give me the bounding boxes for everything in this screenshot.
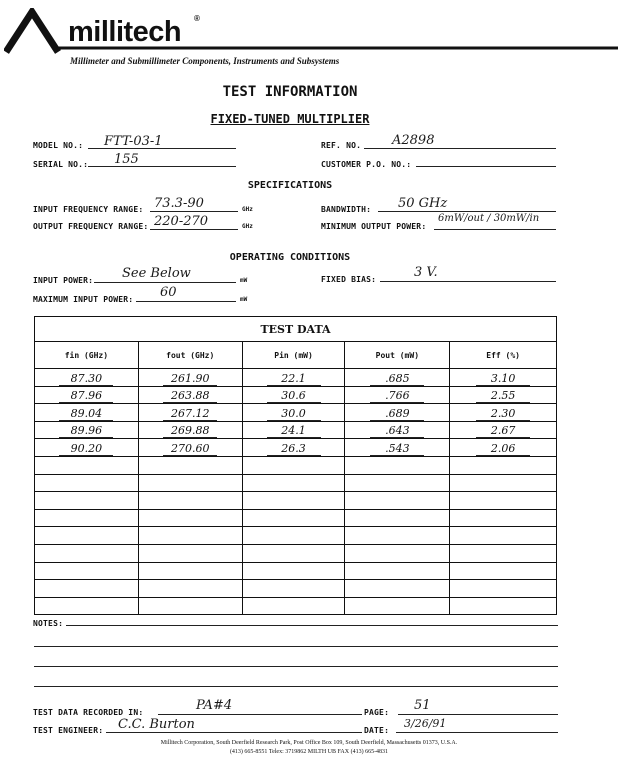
cell-value: 2.67 (476, 425, 530, 438)
input-freq-value: 73.3-90 (154, 196, 204, 211)
recorded-label: TEST DATA RECORDED IN: (33, 708, 144, 717)
registered-mark: ® (194, 14, 200, 23)
page-value: 51 (414, 698, 431, 713)
table-cell (138, 439, 242, 457)
empty-row (35, 544, 557, 562)
output-freq-line (150, 229, 238, 230)
empty-row (35, 456, 557, 474)
max-input-line (136, 301, 236, 302)
max-input-unit: mW (240, 296, 248, 303)
col-header-pout: Pout (mW) (345, 342, 450, 369)
table-row (35, 369, 557, 387)
table-cell (450, 369, 557, 387)
col-header-eff: Eff (%) (450, 342, 557, 369)
model-no-line (88, 148, 236, 149)
test-data-body (35, 369, 557, 615)
max-input-value: 60 (160, 285, 177, 300)
table-cell (138, 421, 242, 439)
table-cell (138, 386, 242, 404)
table-cell (450, 421, 557, 439)
recorded-value: PA#4 (196, 698, 233, 713)
max-input-label: MAXIMUM INPUT POWER: (33, 295, 134, 304)
table-cell (450, 439, 557, 457)
table-cell (345, 439, 450, 457)
operating-conditions-title: OPERATING CONDITIONS (229, 252, 351, 263)
tagline: Millimeter and Submillimeter Components, Instruments and Subsystems (70, 56, 340, 66)
empty-row (35, 492, 557, 510)
bandwidth-value: 50 GHz (398, 196, 448, 211)
brand-name: millitech (68, 16, 182, 48)
bandwidth-line (378, 211, 556, 212)
ref-no-value: A2898 (392, 133, 435, 148)
empty-row (35, 527, 557, 545)
table-cell (345, 386, 450, 404)
table-cell (242, 421, 345, 439)
specifications-title: SPECIFICATIONS (247, 180, 333, 191)
cell-value: .643 (370, 425, 424, 438)
col-header-fin: fin (GHz) (35, 342, 139, 369)
table-cell (35, 439, 139, 457)
input-power-line (94, 282, 236, 283)
header-rule (52, 44, 618, 52)
input-freq-label: INPUT FREQUENCY RANGE: (33, 205, 144, 214)
date-line (396, 732, 558, 733)
empty-row (35, 509, 557, 527)
serial-no-line (88, 166, 236, 167)
page-label: PAGE: (364, 708, 390, 717)
empty-row (35, 580, 557, 598)
notes-label: NOTES: (33, 619, 64, 628)
cell-value: 263.88 (163, 390, 217, 403)
notes-line-2 (34, 646, 558, 647)
cell-value: 90.20 (59, 443, 113, 456)
cell-value: .685 (370, 373, 424, 386)
cell-value: 3.10 (476, 373, 530, 386)
cell-value: 261.90 (163, 373, 217, 386)
cell-value: 2.55 (476, 390, 530, 403)
table-cell (345, 404, 450, 422)
notes-line-3 (34, 666, 558, 667)
ref-no-line (364, 148, 556, 149)
table-cell (242, 439, 345, 457)
recorded-line (158, 714, 362, 715)
table-cell (35, 404, 139, 422)
table-cell (450, 404, 557, 422)
fixed-bias-value: 3 V. (414, 265, 438, 280)
table-cell (138, 369, 242, 387)
cell-value: .689 (370, 408, 424, 421)
table-cell (138, 404, 242, 422)
cell-value: .543 (370, 443, 424, 456)
test-information-title: TEST INFORMATION (222, 84, 358, 100)
test-data-table (34, 316, 557, 615)
table-cell (35, 369, 139, 387)
min-output-value: 6mW/out / 30mW/in (438, 213, 540, 224)
input-power-value: See Below (122, 266, 191, 281)
cell-value: 30.6 (267, 390, 321, 403)
table-row (35, 439, 557, 457)
customer-po-label: CUSTOMER P.O. NO.: (321, 160, 412, 169)
table-cell (242, 369, 345, 387)
fixed-tuned-title: FIXED-TUNED MULTIPLIER (210, 112, 370, 126)
table-cell (242, 386, 345, 404)
cell-value: .766 (370, 390, 424, 403)
output-freq-label: OUTPUT FREQUENCY RANGE: (33, 222, 149, 231)
input-freq-unit: GHz (242, 206, 253, 213)
date-value: 3/26/91 (404, 717, 447, 730)
input-freq-line (150, 211, 238, 212)
col-header-fout: fout (GHz) (138, 342, 242, 369)
cell-value: 87.30 (59, 373, 113, 386)
cell-value: 30.0 (267, 408, 321, 421)
table-row (35, 386, 557, 404)
min-output-label: MINIMUM OUTPUT POWER: (321, 222, 427, 231)
table-cell (35, 421, 139, 439)
model-no-label: MODEL NO.: (33, 141, 84, 150)
empty-row (35, 597, 557, 615)
cell-value: 89.96 (59, 425, 113, 438)
cell-value: 87.96 (59, 390, 113, 403)
cell-value: 26.3 (267, 443, 321, 456)
col-header-pin: Pin (mW) (242, 342, 345, 369)
table-cell (35, 386, 139, 404)
cell-value: 2.30 (476, 408, 530, 421)
customer-po-line (416, 166, 556, 167)
bandwidth-label: BANDWIDTH: (321, 205, 372, 214)
engineer-value: C.C. Burton (118, 717, 195, 732)
notes-line-1 (66, 625, 558, 626)
model-no-value: FTT-03-1 (104, 134, 163, 149)
output-freq-value: 220-270 (154, 214, 209, 229)
engineer-line (106, 732, 362, 733)
footer-address: Millitech Corporation, South Deerfield Research Park, Post Office Box 109, South Deerfield, Massachusetts 01373, U.S.A. (160, 740, 458, 746)
cell-value: 89.04 (59, 408, 113, 421)
input-power-unit: mW (240, 277, 248, 284)
min-output-line (434, 229, 556, 230)
input-power-label: INPUT POWER: (33, 276, 94, 285)
table-cell (242, 404, 345, 422)
test-data-header-row (35, 342, 557, 369)
table-cell (450, 386, 557, 404)
empty-row (35, 474, 557, 492)
cell-value: 24.1 (267, 425, 321, 438)
empty-row (35, 562, 557, 580)
engineer-label: TEST ENGINEER: (33, 726, 104, 735)
footer-contact: (413) 665-8551 Telex: 3719862 MILTH UB FAX (413) 665-4831 (229, 749, 389, 755)
page-line (398, 714, 558, 715)
cell-value: 2.06 (476, 443, 530, 456)
date-label: DATE: (364, 726, 390, 735)
table-cell (345, 421, 450, 439)
cell-value: 269.88 (163, 425, 217, 438)
table-cell (345, 369, 450, 387)
cell-value: 270.60 (163, 443, 217, 456)
cell-value: 267.12 (163, 408, 217, 421)
test-data-caption: TEST DATA (35, 317, 557, 342)
serial-no-value: 155 (114, 152, 139, 167)
ref-no-label: REF. NO. (321, 141, 362, 150)
notes-line-4 (34, 686, 558, 687)
output-freq-unit: GHz (242, 223, 253, 230)
table-row (35, 421, 557, 439)
fixed-bias-label: FIXED BIAS: (321, 275, 377, 284)
cell-value: 22.1 (267, 373, 321, 386)
fixed-bias-line (380, 281, 556, 282)
table-row (35, 404, 557, 422)
serial-no-label: SERIAL NO.: (33, 160, 89, 169)
